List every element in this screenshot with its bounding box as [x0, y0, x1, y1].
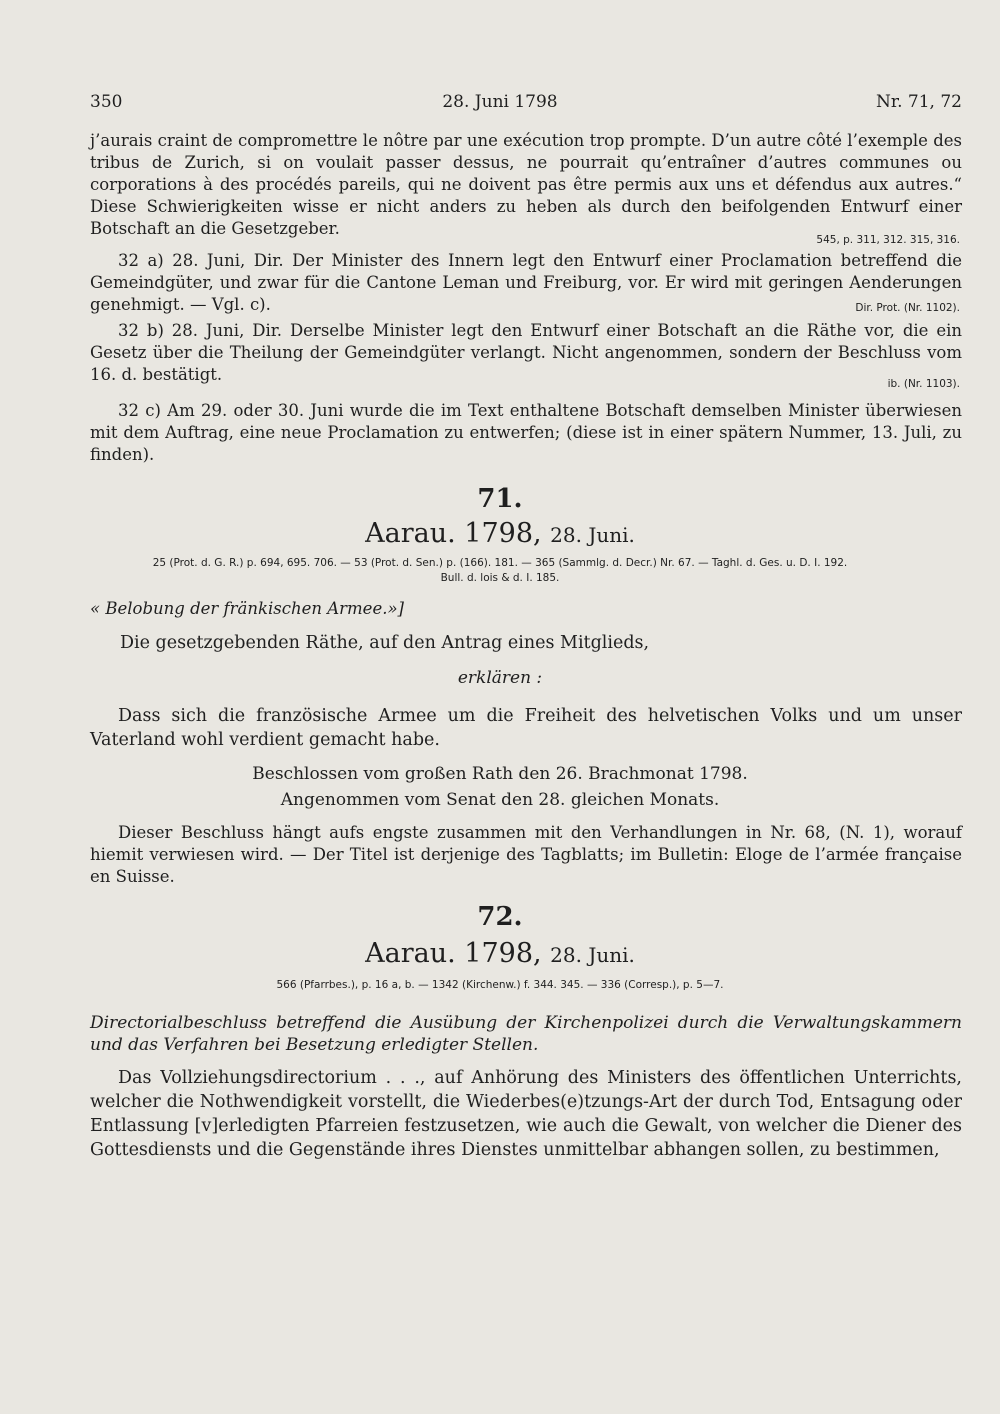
continued-paragraph: j’aurais craint de compromettre le nôtre par une exécution trop prompte. D’un autre côté l’exemple des tribus de Zurich, si on voulait passer dessus, ne pourrait qu’entraîner d’autres communes ou corporations à des procédés pareils, qui ne doivent pas être permis aux uns et défendus aux autres.“ Diese Schwierigkeiten wisse er nicht anders zu heben als durch den beifolgenden Entwurf einer Botschaft an die Gesetzgeber. — [90, 131, 962, 238]
decree-text-72: Das Vollziehungsdirectorium . . ., auf Anhörung des Ministers des öffentlichen Unterrichts, welcher die Nothwendigkeit vorstellt, die Wiederbes(e)tzungs-Art der durch Tod, Entsagung oder Entlassung [v]erledigten Pfarreien festzusetzen, wie auch die Gewalt, von welcher die Diener des Gottesdiensts und die Gegenstände ihres Dienstes unmittelbar abhangen sollen, zu bestimmen, — [90, 1068, 962, 1160]
date: 28. Juni. — [550, 943, 635, 967]
resolution-line: Beschlossen vom großen Rath den 26. Brachmonat 1798. — [252, 764, 748, 784]
date: 28. Juni. — [550, 523, 635, 547]
item-range: Nr. 71, 72 — [875, 92, 962, 112]
year: 1798, — [464, 518, 542, 549]
document-title-71: « Belobung der fränkischen Armee.»] — [90, 599, 404, 618]
citation-line: 25 (Prot. d. G. R.) p. 694, 695. 706. — 53 (Prot. d. Sen.) p. (166). 181. — 365 (Sammlg. d. Decr.) Nr. 67. — Taghl. d. Ges. u. D. I. 192. — [152, 557, 848, 569]
decree-text-71: Dass sich die französische Armee um die Freiheit des helvetischen Volks und um unser Vaterland wohl verdient gemacht habe. — [90, 706, 962, 750]
running-date: 28. Juni 1798 — [442, 92, 558, 112]
document-number-72: 72. — [477, 902, 523, 932]
document-heading-72 — [0, 938, 1000, 969]
document-number-71: 71. — [477, 484, 523, 514]
year: 1798, — [464, 938, 542, 969]
declaration-heading: erklären : — [457, 668, 543, 688]
citation-line: 566 (Pfarrbes.), p. 16 a, b. — 1342 (Kirchenw.) f. 344. 345. — 336 (Corresp.), p. 5—7. — [276, 979, 724, 991]
source-reference: ib. (Nr. 1103). — [887, 378, 960, 390]
source-reference: 545, p. 311, 312. 315, 316. — [816, 234, 960, 246]
place-name: Aarau. — [365, 938, 456, 969]
paragraph-32c: 32 c) Am 29. oder 30. Juni wurde die im Text enthaltene Botschaft demselben Minister überwiesen mit dem Auftrag, eine neue Proclamation zu entwerfen; (diese ist in einer spätern Nummer, 13. Juli, zu finden). — [90, 401, 962, 464]
citation-71 — [0, 556, 1000, 586]
document-title-72: Directorialbeschluss betreffend die Ausübung der Kirchenpolizei durch die Verwaltungskammern und das Verfahren bei Besetzung erledigter Stellen. — [90, 1013, 962, 1055]
document-heading-71 — [0, 518, 1000, 549]
citation-line: Bull. d. lois & d. I. 185. — [440, 572, 560, 584]
editorial-note-71: Dieser Beschluss hängt aufs engste zusammen mit den Verhandlungen in Nr. 68, (N. 1), worauf hiemit verwiesen wird. — Der Titel ist derjenige des Tagblatts; im Bulletin: Eloge de l’armée française en Suisse. — [90, 823, 962, 886]
citation-72 — [0, 978, 1000, 993]
place-name: Aarau. — [365, 518, 456, 549]
source-reference: Dir. Prot. (Nr. 1102). — [855, 302, 960, 314]
resolution-line: Angenommen vom Senat den 28. gleichen Monats. — [280, 790, 720, 810]
paragraph-32b: 32 b) 28. Juni, Dir. Derselbe Minister legt den Entwurf einer Botschaft an die Räthe vor, die ein Gesetz über die Theilung der Gemeindgüter verlangt. Nicht angenommen, sondern der Beschluss vom 16. d. bestätigt. — [90, 321, 962, 384]
paragraph-32a: 32 a) 28. Juni, Dir. Der Minister des Innern legt den Entwurf einer Proclamation betreffend die Gemeindgüter, und zwar für die Cantone Leman und Freiburg, vor. Er wird mit geringen Aenderungen genehmigt. — Vgl. c). — [90, 251, 962, 314]
preamble: Die gesetzgebenden Räthe, auf den Antrag eines Mitglieds, — [120, 633, 650, 653]
page-number: 350 — [90, 92, 123, 112]
